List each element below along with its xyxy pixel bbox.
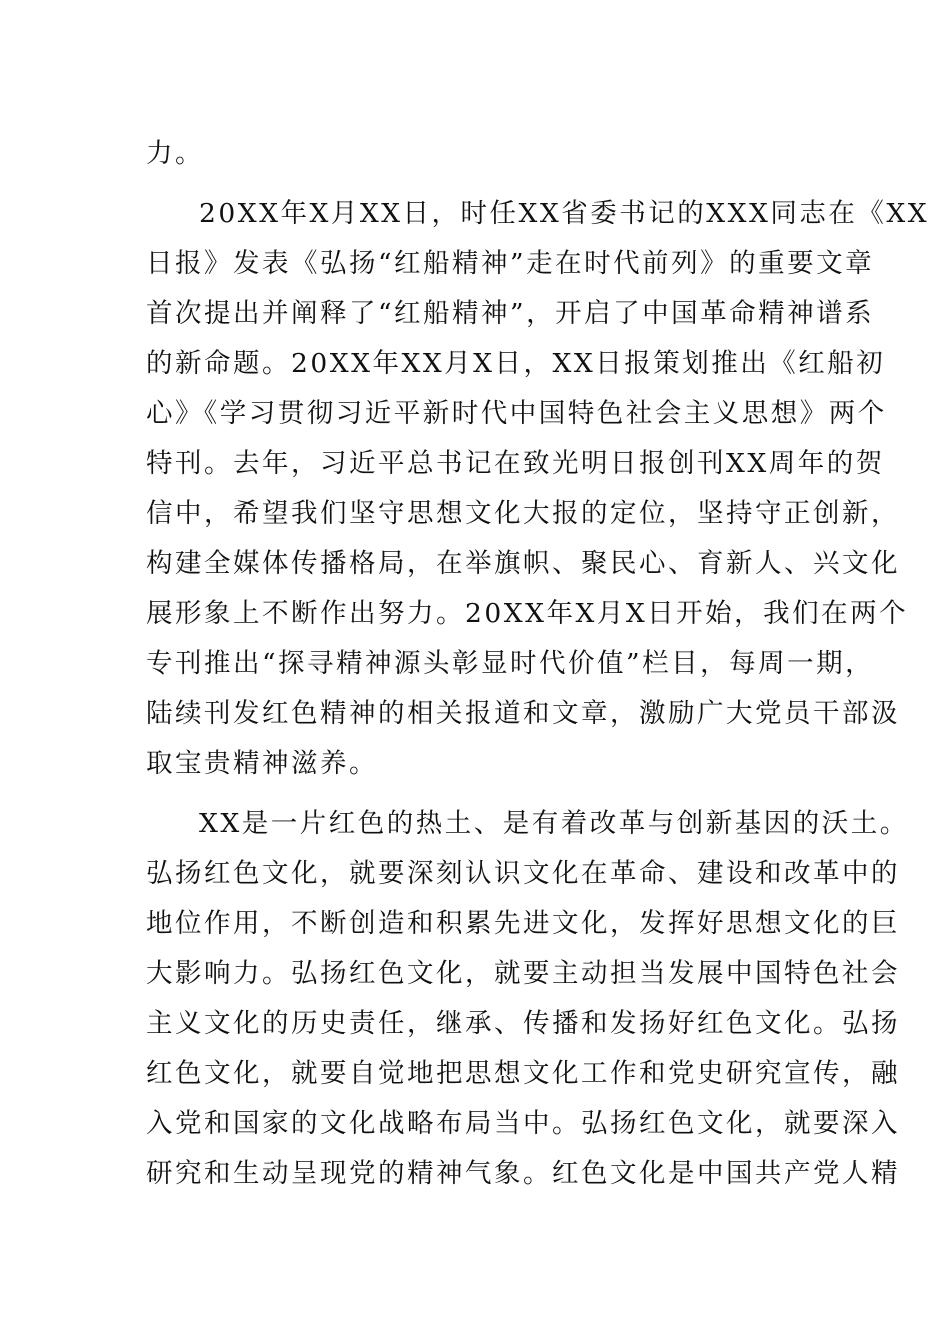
paragraph-line: 研究和生动呈现党的精神气象。红色文化是中国共产党人精 bbox=[146, 1158, 900, 1189]
paragraph-line: 地位作用，不断创造和积累先进文化，发挥好思想文化的巨 bbox=[146, 908, 900, 939]
paragraph-line: 特刊。去年，习近平总书记在致光明日报创刊XX周年的贺 bbox=[146, 448, 885, 479]
paragraph-line: 主义文化的历史责任，继承、传播和发扬好红色文化。弘扬 bbox=[146, 1008, 900, 1039]
paragraph-line: 红色文化，就要自觉地把思想文化工作和党史研究宣传，融 bbox=[146, 1058, 900, 1089]
paragraph-line: 信中，希望我们坚守思想文化大报的定位，坚持守正创新， bbox=[146, 498, 900, 529]
paragraph-line: 陆续刊发红色精神的相关报道和文章，激励广大党员干部汲 bbox=[146, 698, 900, 729]
paragraph-line: 构建全媒体传播格局，在举旗帜、聚民心、育新人、兴文化 bbox=[146, 548, 900, 579]
paragraph-line: 大影响力。弘扬红色文化，就要主动担当发展中国特色社会 bbox=[146, 958, 900, 989]
paragraph-first-line: 20XX年X月XX日，时任XX省委书记的XXX同志在《XX bbox=[199, 198, 930, 229]
paragraph-line: 入党和国家的文化战略布局当中。弘扬红色文化，就要深入 bbox=[146, 1108, 900, 1139]
paragraph-line: 日报》发表《弘扬“红船精神”走在时代前列》的重要文章 bbox=[146, 248, 875, 279]
paragraph-line: 首次提出并阐释了“红船精神”，开启了中国革命精神谱系 bbox=[146, 298, 875, 329]
paragraph-line: 展形象上不断作出努力。20XX年X月X日开始，我们在两个 bbox=[146, 598, 909, 629]
paragraph-line: 弘扬红色文化，就要深刻认识文化在革命、建设和改革中的 bbox=[146, 858, 900, 889]
paragraph-first-line: XX是一片红色的热土、是有着改革与创新基因的沃土。 bbox=[199, 808, 909, 839]
paragraph-line: 力。 bbox=[146, 138, 204, 169]
paragraph-line: 取宝贵精神滋养。 bbox=[146, 748, 378, 779]
paragraph-line: 专刊推出“探寻精神源头彰显时代价值”栏目，每周一期， bbox=[146, 648, 875, 679]
paragraph-line: 的新命题。20XX年XX月X日，XX日报策划推出《红船初 bbox=[146, 348, 886, 379]
paragraph-line: 心》《学习贯彻习近平新时代中国特色社会主义思想》两个 bbox=[146, 398, 887, 429]
